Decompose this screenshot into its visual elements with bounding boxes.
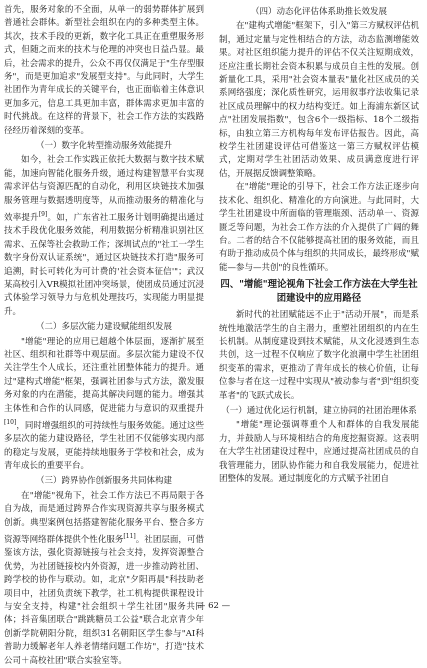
paragraph-text: "增能"理论的应用已超越个体层面，逐渐扩展至社区、组织和社群等中观层面。多层次能力建设不仅关注学生个人成长，还注重社团整体能力的提升。通过"建构式增能"框架，强调社团参与式方法，激发服务对象的内在潜能，提高其解决问题的能力。增强其主体性和合作的认同感，促进能力与意识的双重提升 <box>4 336 204 414</box>
paragraph: "增能"理论强调尊重个人和群体的自我发展能力，并鼓励人与环境相结合的角度挖掘资源。这表明在大学生社团建设过程中，应通过提高社团成员的自我管理能力，团队协作能力和自我发展能力，促进社团整体的发展。通过制度化的方式赋予社团自 <box>219 420 419 484</box>
paragraph <box>4 154 204 319</box>
paragraph <box>4 490 204 668</box>
paragraph: 首先，服务对象的不全面，从单一的弱势群体扩展到普通社会群体。新型社会组织在内的多种类型主体。其次，技术手段的更新，数字化工具正在重塑服务形式，但随之而来的技术与伦理的冲突也日益凸显。最后，社会需求的提升，公众不再仅仅满足于"生存型服务"，而是更加追求"发展型支持"。与此同时，大学生社团作为青年成长的关键平台，也正面临着主体意识更加多元，信息工具更加丰富，群体需求更加丰富的时代挑战。在这样的背景下，社会工作方法的实践路径经历着深刻的变革。 <box>4 5 204 136</box>
paragraph: 在"增能"理论的引导下，社会工作方法正逐步向技术化、组织化、精准化的方向演进。与此同时，大学生社团建设中所面临的管理瓶颈、活动单一、资源匮乏等问题，为社会工作方法的介入提供了广阔的舞台。二者的结合不仅能够提高社团的服务效能，而且有助于推动成员个体与组织的共同成长，最终形成"赋能—参与—共创"的良性循环。 <box>219 182 419 273</box>
citation-ref: [10] <box>4 419 17 427</box>
paragraph <box>4 336 204 474</box>
page-number: — 62 — <box>196 601 231 611</box>
paragraph-text: 。社团层面，可借鉴该方法，强化资源链接与社会支持，发挥资源整合优势，为社团链接校内外资源，进一步推动跨社团、跨学校的协作与联动。如，北京"夕阳再晨"科技助老项目中，社团负责统下教学，社工机构提供课程设计与安全支持，构建"社会组织＋学生社团"服务共同体；抖音集团联合"跳跳糖员工公益"联合北京青少年创新学院朝阳分院，组织31名朝阳区学生参与"AI科普助力缓解老年人养老情绪问题工作坊"，打造"技术公司＋高校社团"联合实验室等。 <box>4 534 204 666</box>
paragraph: 新时代的社团赋能远不止于"活动开展"，而是系统性地激活学生的自主潜力，重塑社团组织的内在生长机制。从制度建设到技术赋能，从文化浸透到生态共创，这一过程不仅响应了数字化浪潮中学生社团组织变革的需求，更推动了青年成长的核心价值，让每位参与者在这一过程中实现从"被动参与者"到"组织变革者"的飞跃式成长。 <box>219 310 419 401</box>
section-heading: 四、"增能"理论视角下社会工作方法在大学生社团建设中的应用路径 <box>220 279 418 305</box>
paragraph-text: 如今，社会工作实践正依托大数据与数字技术赋能，加速向智能化服务升级，通过构建智慧平台实现需求评估与资源匹配的自动化，利用区块链技术加强服务管理与数据透明度等，从而推动服务的精准化与效率提升 <box>4 155 204 223</box>
citation-ref: [11] <box>123 533 136 541</box>
subsection-heading: （二）多层次能力建设赋能组织发展 <box>35 322 172 333</box>
subsection-heading: （三）跨界协作创新服务共同体构建 <box>35 476 172 487</box>
subsection-heading: （一）数字化转型推动服务效能提升 <box>35 141 172 152</box>
subsection-heading: （四）动态化评估体系助推长效发展 <box>250 7 387 17</box>
paragraph-text: 在"增能"视角下，社会工作方法已不再局限于各自为战，而是通过跨界合作实现资源共享与服务模式创新。典型案例包括搭建智能化服务平台、整合多方资源等网络群体提供个性化服务 <box>4 490 204 545</box>
citation-ref: [9] <box>38 211 48 219</box>
subsection-heading: （一）通过优化运行机制，建立协同的社团治理体系 <box>221 405 417 416</box>
paragraph: 在"建构式增能"框架下，引入"第三方赋权评估机制，通过定量与定性相结合的方法，动态监测增能效果。对社区组织能力提升的评估不仅关注短期成效，还应注重长期社会资本积累与成员自主性的发展。创新量化工具，采用"社会资本量表"量化社区成员的关系网络强度；深化质性研究，运用叙事疗法收集记录社区成员理解中的权力结构变迁。如上海浦东新区试点"社团发展指数"，包含6个一级指标、18个二级指标，由独立第三方机构每年发布评估报告。因此，高校学生社团建设评估可借鉴这一第三方赋权评估模式，定期对学生社团活动效果、成员满意度进行评估，开展据反馈调整策略。 <box>219 21 419 179</box>
right-column <box>219 4 419 598</box>
paragraph-text: ，同时增强组织的可持续性与服务效能。通过这些多层次的能力建设路径，学生社团不仅能够实现内部的稳定与发展，更能持续地服务于学校和社会，成为青年成长的重要平台。 <box>4 420 204 472</box>
left-column <box>4 4 204 666</box>
paragraph-text: 。如，广东省社工服务计划明确提出通过技术手段优化服务效能，利用数据分析精准识别社区需求、五保等社会救助工作；深圳试点的"社工一学生数字身份双认证系统"，通过区块链技术打造"服务可追溯，时长可转化为可计费的'社会资本征信'"；武汉某高校引入VR模拟社团冲突场景，使团成员通过沉浸式体验学习领导力与危机处理技巧，实现能力明显提升。 <box>4 212 204 317</box>
